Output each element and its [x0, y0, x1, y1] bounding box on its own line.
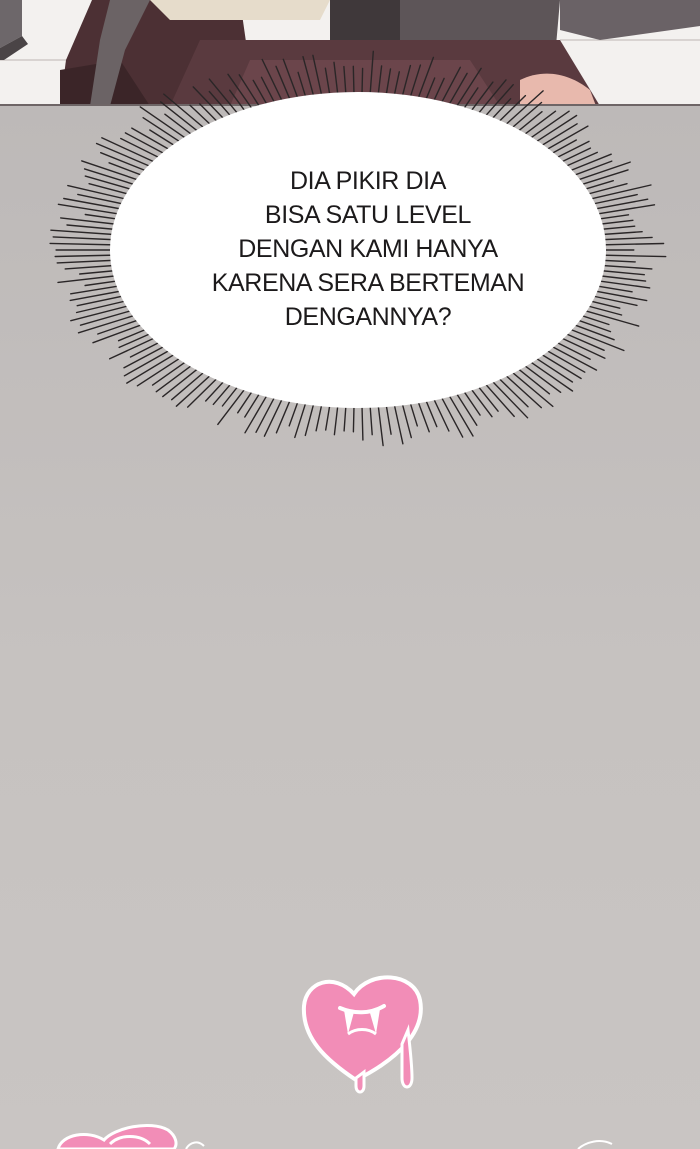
pink-scribble-decoration — [0, 1100, 700, 1149]
burst-line — [416, 57, 433, 103]
burst-line — [102, 138, 161, 165]
burst-line — [53, 237, 120, 240]
heart-fangs-logo-icon — [296, 968, 428, 1104]
speech-bubble-text — [168, 164, 568, 334]
burst-line — [393, 400, 403, 444]
burst-line — [97, 144, 157, 170]
burst-line — [501, 371, 541, 407]
burst-line — [51, 230, 121, 235]
burst-line — [596, 255, 666, 257]
burst-line — [507, 368, 553, 406]
bubble-line-3: DENGAN KAMI HANYA — [238, 235, 498, 263]
burst-line — [564, 327, 624, 351]
bubble-line-5: DENGANNYA? — [284, 303, 452, 331]
burst-line — [161, 102, 203, 135]
burst-line — [124, 347, 175, 376]
burst-line — [283, 59, 299, 103]
burst-line — [264, 394, 284, 436]
burst-line — [525, 358, 573, 391]
burst-line — [58, 204, 126, 215]
burst-line — [501, 91, 543, 129]
burst-line — [137, 355, 185, 386]
bubble-line-1: DIA PIKIR DIA — [290, 167, 446, 195]
burst-line — [164, 94, 209, 132]
burst-line — [596, 244, 664, 246]
burst-line — [488, 377, 527, 418]
burst-line — [590, 205, 655, 215]
bubble-line-4: KARENA SERA BERTEMAN — [211, 269, 525, 297]
burst-line — [176, 371, 215, 406]
burst-line — [546, 343, 597, 370]
burst-line — [64, 199, 128, 211]
burst-line — [378, 401, 383, 445]
burst-line — [127, 351, 180, 383]
burst-line — [531, 116, 577, 146]
burst-line — [313, 55, 323, 100]
burst-line — [370, 51, 374, 98]
burst-line — [50, 243, 120, 245]
bubble-line-2: BISA SATU LEVEL — [264, 201, 472, 229]
